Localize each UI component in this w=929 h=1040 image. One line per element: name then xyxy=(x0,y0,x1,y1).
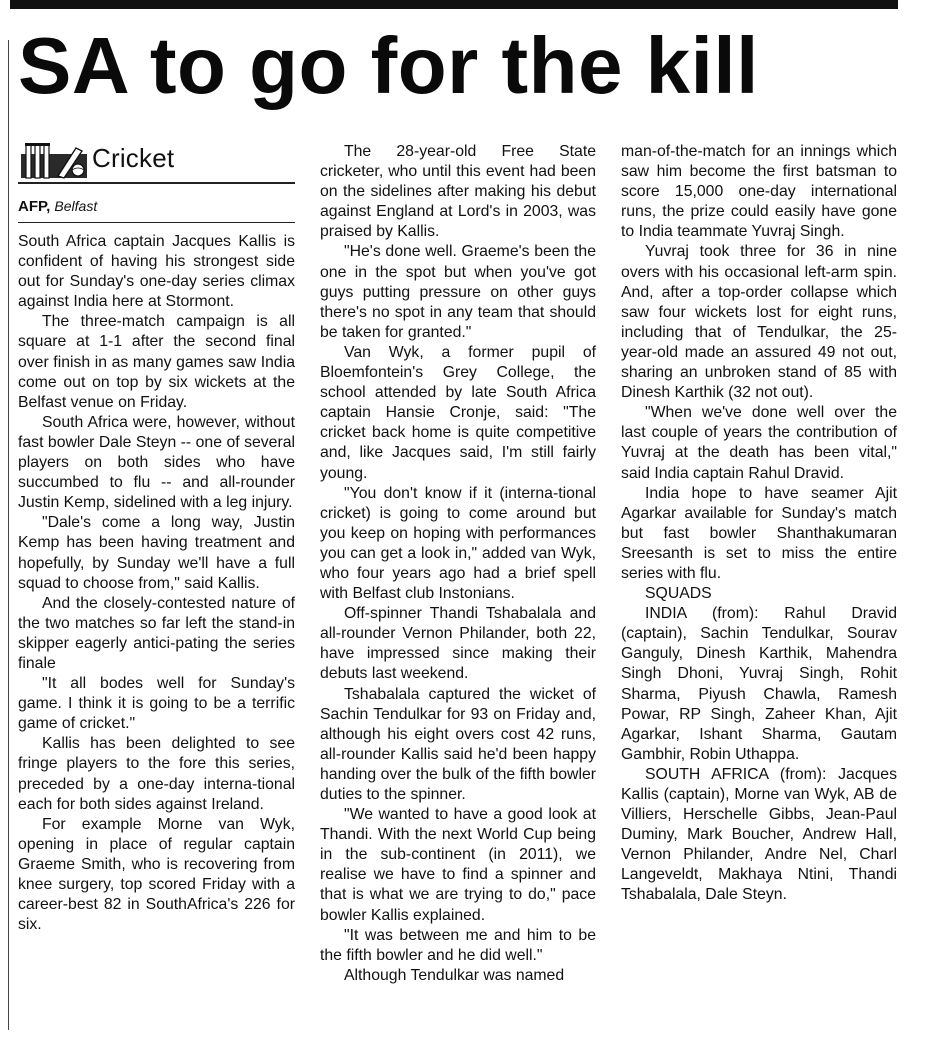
paragraph: South Africa captain Jacques Kallis is confident of having his strongest side out for Sunday's one-day series climax against India here at Stormont. xyxy=(18,233,295,311)
left-column-rule xyxy=(8,40,9,1030)
byline-agency: AFP, xyxy=(18,198,51,215)
paragraph: "You don't know if it (interna-tional cricket) is going to come around but you keep on hoping with performances you can get a look in," added van Wyk, who four years ago had a brief spell with Belfast club Instonians. xyxy=(320,484,596,603)
paragraph: Van Wyk, a former pupil of Bloemfontein's Grey College, the school attended by late South Africa captain Hansie Cronje, said: "The cricket back home is quite competitive and, like Jacques said, I'm still fairly young. xyxy=(320,343,596,482)
paragraph: Yuvraj took three for 36 in nine overs with his occasional left-arm spin. And, after a top-order collapse which saw four wickets lost for eight runs, including that of Tendulkar, the 25-year-old made an assured 49 not out, sharing an unbroken stand of 85 with Dinesh Karthik (32 not out). xyxy=(621,243,897,402)
squad-south-africa: SOUTH AFRICA (from): Jacques Kallis (captain), Morne van Wyk, AB de Villiers, Herschelle Gibbs, Jean-Paul Duminy, Mark Boucher, Andrew Hall, Vernon Philander, Andre Nel, Charl Langeveldt, Makhaya Ntini, Thandi Tshabalala, Dale Steyn. xyxy=(621,765,897,904)
cricket-logo-icon xyxy=(20,142,88,182)
section-label: Cricket xyxy=(92,143,175,173)
column-1 xyxy=(18,142,295,935)
section-header xyxy=(18,142,295,184)
paragraph: The three-match campaign is all square at 1-1 after the second final over finish in as many games saw India come out on top by six wickets at the Belfast venue on Friday. xyxy=(18,313,295,411)
headline: SA to go for the kill xyxy=(18,21,759,110)
paragraph: And the closely-contested nature of the two matches so far left the stand-in skipper eagerly antici-pating the series finale xyxy=(18,594,295,672)
paragraph: Tshabalala captured the wicket of Sachin Tendulkar for 93 on Friday and, although his eight overs cost 42 runs, all-rounder Kallis said he'd been happy handing over the bulk of the fifth bowler duties to the spinner. xyxy=(320,685,596,803)
paragraph: "He's done well. Graeme's been the one in the spot but when you've got guys putting pressure on other guys there's no spot in any team that should be taken for granted." xyxy=(320,243,596,341)
byline xyxy=(18,196,295,223)
paragraph: Off-spinner Thandi Tshabalala and all-rounder Vernon Philander, both 22, have impressed since making their debuts last weekend. xyxy=(320,605,596,683)
paragraph: Although Tendulkar was named xyxy=(344,966,565,984)
byline-place: Belfast xyxy=(54,198,98,214)
paragraph: "When we've done well over the last couple of years the contribution of Yuvraj at the death has been vital," said India captain Rahul Dravid. xyxy=(621,404,897,482)
paragraph: "It was between me and him to be the fifth bowler and he did well." xyxy=(320,926,596,964)
paragraph: "We wanted to have a good look at Thandi. With the next World Cup being in the sub-continent (in 2011), we realise we have to find a spinner and that is what we are trying to do," pace bowler Kallis explained. xyxy=(320,806,596,924)
paragraph: man-of-the-match for an innings which saw him become the first batsman to score 15,000 one-day international runs, the prize could easily have gone to India teammate Yuvraj Singh. xyxy=(621,143,897,241)
column-1-body xyxy=(18,232,295,935)
column-2 xyxy=(320,142,596,986)
paragraph: Kallis has been delighted to see fringe players to the fore this series, preceded by a one-day interna-tional each for both sides against Ireland. xyxy=(18,735,295,813)
top-rule xyxy=(10,0,898,9)
paragraph: South Africa were, however, without fast bowler Dale Steyn -- one of several players on both sides who have succumbed to flu -- and all-rounder Justin Kemp, sidelined with a leg injury. xyxy=(18,413,295,512)
paragraph: For example Morne van Wyk, opening in place of regular captain Graeme Smith, who is recovering from knee surgery, top scored Friday with a career-best 82 in SouthAfrica's 226 for six. xyxy=(18,815,295,934)
paragraph: "Dale's come a long way, Justin Kemp has been having treatment and hopefully, by Sunday we'll have a full squad to choose from," said Kallis. xyxy=(18,514,295,592)
paragraph: India hope to have seamer Ajit Agarkar available for Sunday's match but fast bowler Shanthakumaran Sreesanth is set to miss the entire series with flu. xyxy=(621,484,897,582)
paragraph: The 28-year-old Free State cricketer, who until this event had been on the sidelines after making his debut against England at Lord's in 2003, was praised by Kallis. xyxy=(320,143,596,241)
squad-india: INDIA (from): Rahul Dravid (captain), Sachin Tendulkar, Sourav Ganguly, Dinesh Karthik, Mahendra Singh Dhoni, Yuvraj Singh, Rohit Sharma, Piyush Chawla, Ramesh Powar, RP Singh, Zaheer Khan, Ajit Agarkar, Ishant Sharma, Gautam Gambhir, Robin Uthappa. xyxy=(621,605,897,763)
column-3 xyxy=(621,142,897,906)
paragraph: "It all bodes well for Sunday's game. I think it is going to be a terrific game of cricket." xyxy=(18,675,295,733)
squads-heading: SQUADS xyxy=(645,585,712,603)
